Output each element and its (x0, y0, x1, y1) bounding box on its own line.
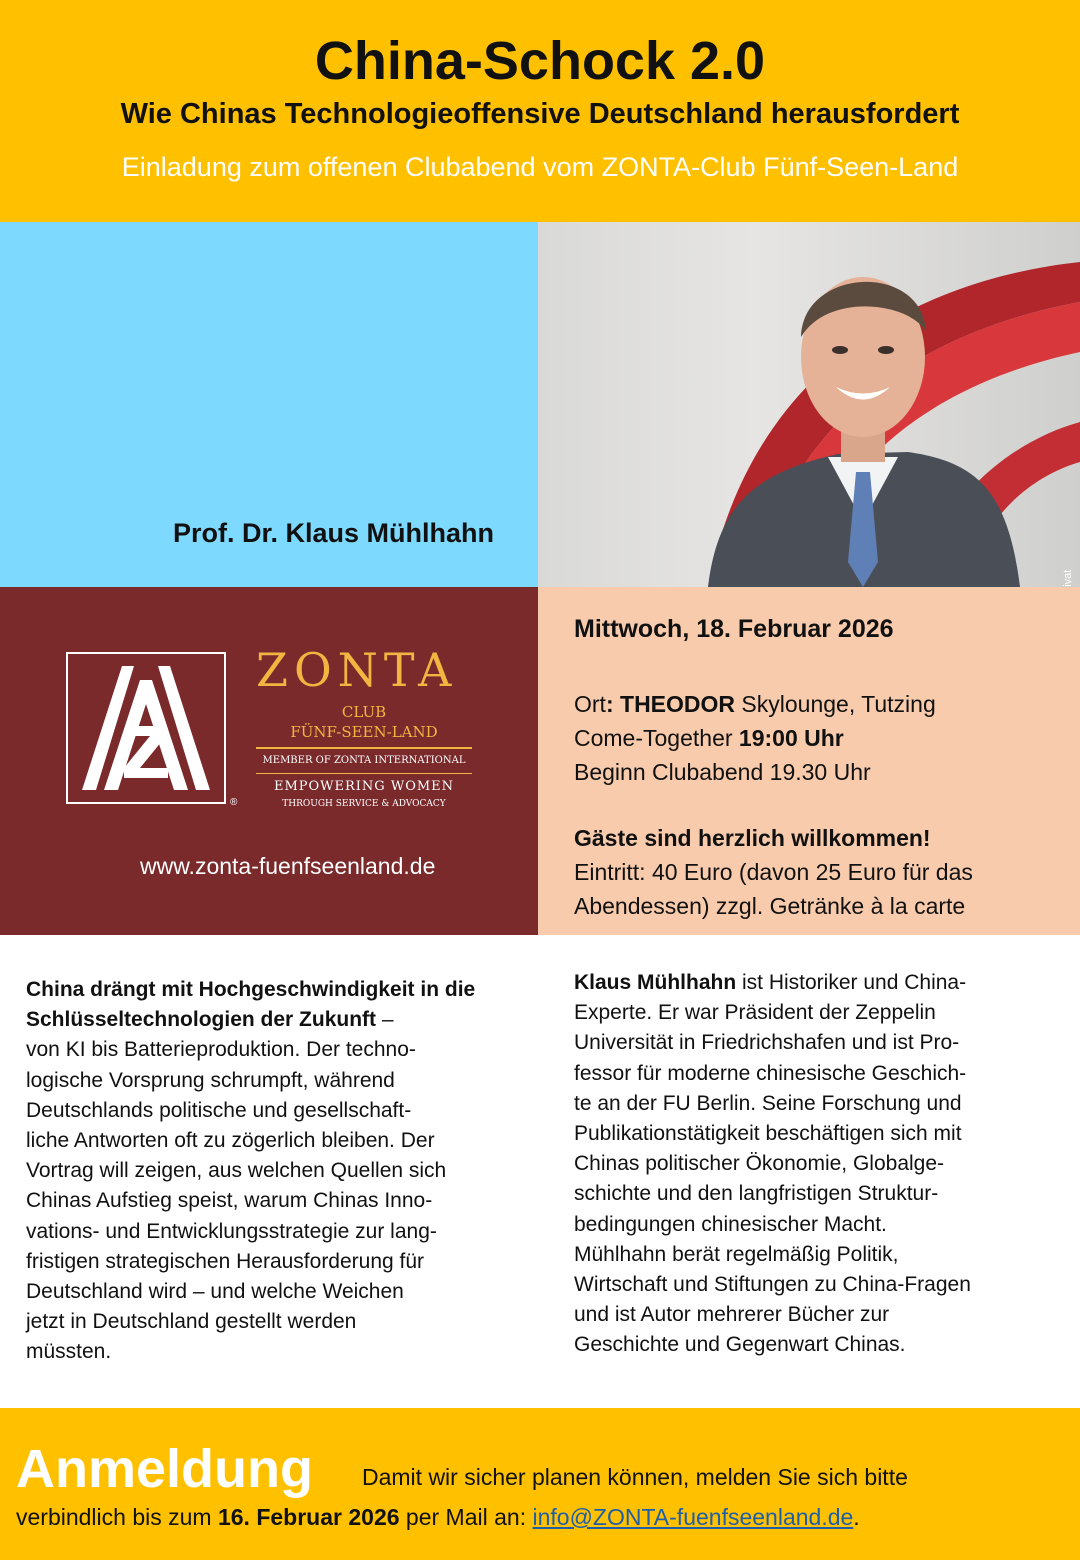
fee-line-1: Eintritt: 40 Euro (davon 25 Euro für das (574, 859, 973, 885)
mail-prefix: per Mail an: (399, 1504, 533, 1530)
bio-line: ist Historiker und China- (736, 971, 967, 994)
venue-name: THEODOR (620, 691, 736, 717)
registered-mark: ® (230, 797, 238, 808)
zonta-z-icon (74, 660, 218, 796)
bio-line: schichte und den langfristigen Struktur- (574, 1182, 939, 1206)
bio-line: bedingungen chinesischer Macht. (574, 1212, 887, 1236)
speaker-panel (0, 222, 538, 587)
bio-line: Geschichte und Gegenwart Chinas. (574, 1333, 906, 1357)
abstract-line: – (376, 1008, 394, 1032)
divider (256, 747, 472, 749)
venue-location: Skylounge, Tutzing (735, 691, 936, 717)
bio-line: Experte. Er war Präsident der Zeppelin (574, 1001, 936, 1025)
bio-line: und ist Autor mehrerer Bücher zur (574, 1303, 890, 1327)
venue-line (574, 687, 936, 721)
guests-welcome: Gäste sind herzlich willkommen! (574, 825, 931, 851)
event-info-panel (538, 587, 1080, 935)
header-banner (0, 0, 1080, 222)
abstract-line: Deutschland wird – und welche Weichen (26, 1280, 404, 1304)
come-together-line (574, 721, 936, 755)
start-line: Beginn Clubabend 19.30 Uhr (574, 759, 871, 785)
zonta-tagline-2: THROUGH SERVICE & ADVOCACY (282, 799, 446, 809)
bio-line: Wirtschaft und Stiftungen zu China-Fragen (574, 1273, 971, 1297)
deadline-date: 16. Februar 2026 (217, 1504, 400, 1530)
event-details (574, 687, 936, 789)
page-subtitle: Wie Chinas Technologieoffensive Deutschland herausfordert (120, 98, 960, 130)
registration-heading: Anmeldung (16, 1439, 313, 1499)
bio-line: Chinas politischer Ökonomie, Globalge- (574, 1152, 945, 1176)
speaker-name: Prof. Dr. Klaus Mühlhahn (172, 518, 494, 548)
zonta-member-line: MEMBER OF ZONTA INTERNATIONAL (262, 755, 466, 766)
bio-line: Publikationstätigkeit beschäftigen sich mit (574, 1122, 962, 1146)
period: . (853, 1504, 860, 1530)
bio-line: Universität in Friedrichshafen und ist Pro- (574, 1031, 960, 1055)
email-link[interactable]: info@ZONTA-fuenfseenland.de (532, 1504, 854, 1530)
deadline-prefix: verbindlich bis zum (16, 1504, 218, 1530)
bio-line: Mühlhahn berät regelmäßig Politik, (574, 1242, 899, 1266)
fee-line-2: Abendessen) zzgl. Getränke à la carte (574, 893, 966, 919)
divider (256, 773, 472, 774)
abstract-line: jetzt in Deutschland gestellt werden (26, 1310, 357, 1334)
page-title: China-Schock 2.0 (314, 31, 766, 91)
abstract-line: logische Vorsprung schrumpft, während (26, 1068, 395, 1092)
zonta-wordmark: ZONTA (256, 643, 458, 697)
abstract-lead: China drängt mit Hochgeschwindigkeit in die Schlüsseltechnologien der Zukunft (26, 978, 476, 1032)
registration-banner (0, 1408, 1080, 1560)
zonta-emblem (66, 652, 226, 804)
abstract-text (26, 975, 536, 1368)
bio-line: te an der FU Berlin. Seine Forschung und (574, 1091, 962, 1115)
invitation-line: Einladung zum offenen Clubabend vom ZONTA-Club Fünf-Seen-Land (121, 152, 959, 182)
zonta-panel (0, 587, 538, 935)
abstract-line: fristigen strategischen Herausforderung für (26, 1249, 425, 1273)
abstract-line: Vortrag will zeigen, aus welchen Quellen sich (26, 1159, 447, 1183)
bio-line: fessor für moderne chinesische Geschich- (574, 1061, 967, 1085)
abstract-line: Deutschlands politische und gesellschaft- (26, 1098, 412, 1122)
zonta-tagline-1: EMPOWERING WOMEN (273, 779, 455, 794)
abstract-line: Chinas Aufstieg speist, warum Chinas Inno- (26, 1189, 433, 1213)
bio-name: Klaus Mühlhahn (574, 971, 737, 994)
speaker-photo (538, 222, 1080, 587)
zonta-club-name: FÜNF-SEEN-LAND (290, 723, 438, 741)
come-together-time: 19:00 Uhr (738, 725, 844, 751)
portrait-illustration (538, 222, 1080, 587)
abstract-line: liche Antworten oft zu zögerlich bleiben. Der (26, 1129, 435, 1153)
zonta-club-label: CLUB (341, 703, 387, 721)
speaker-bio (574, 968, 1064, 1361)
come-together-label: Come-Together (574, 725, 739, 751)
website-link[interactable]: www.zonta-fuenfseenland.de (140, 853, 436, 879)
registration-text-1: Damit wir sicher planen können, melden Sie sich bitte (362, 1464, 908, 1490)
abstract-line: müssten. (26, 1340, 112, 1364)
guest-info (574, 821, 1064, 923)
abstract-line: von KI bis Batterieproduktion. Der techno- (26, 1038, 416, 1062)
registration-text-2 (16, 1504, 860, 1531)
venue-label: Ort (574, 691, 606, 717)
abstract-line: vations- und Entwicklungsstrategie zur lang- (26, 1219, 437, 1243)
venue-colon: : (605, 691, 621, 717)
event-date: Mittwoch, 18. Februar 2026 (574, 615, 894, 643)
